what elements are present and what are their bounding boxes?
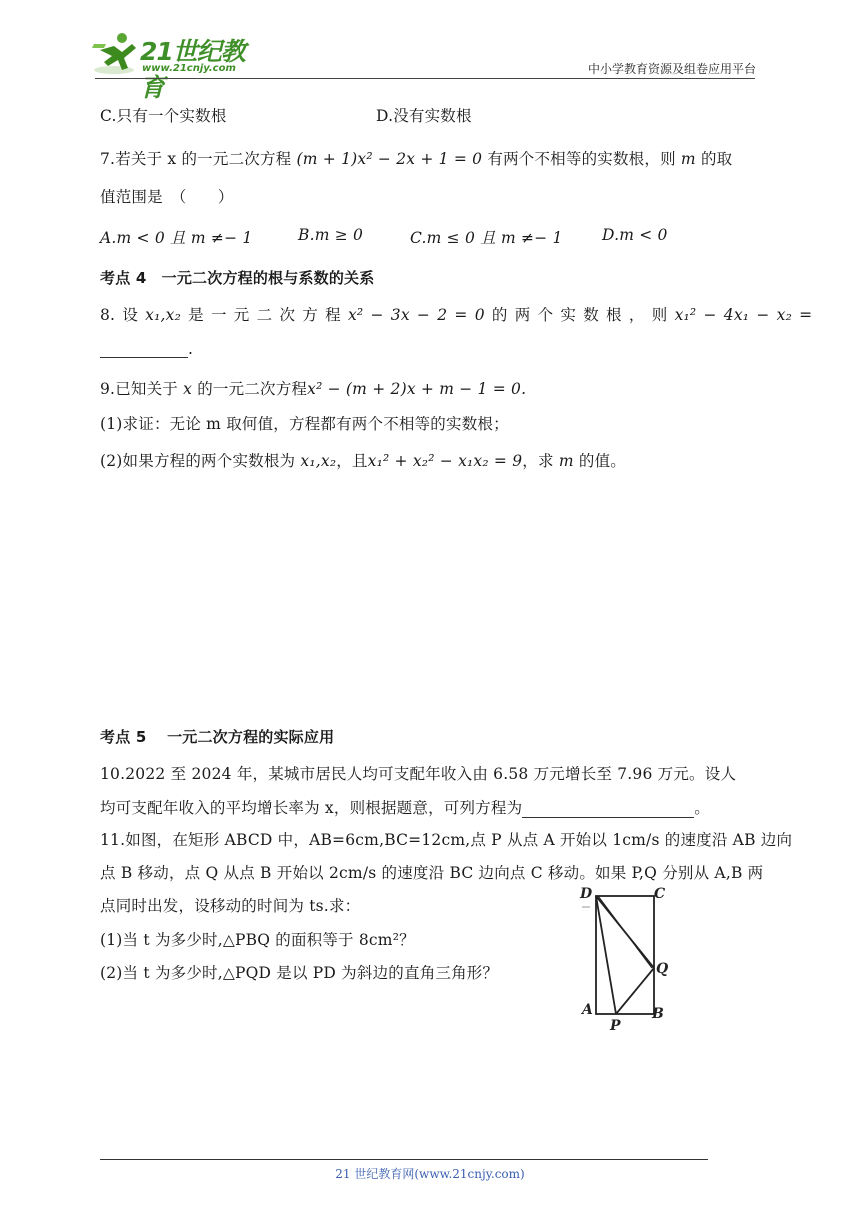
q9-part2-vars: x₁,x₂ <box>300 452 337 470</box>
q10-line1: 10.2022 至 2024 年，某城市居民人均可支配年收入由 6.58 万元增长至 7.96 万元。设人 <box>100 765 737 783</box>
q8-answer-line <box>100 340 193 358</box>
q7-option-d: D.m < 0 <box>602 226 668 244</box>
q7-option-b: B.m ≥ 0 <box>298 226 364 244</box>
q8-vars: x₁,x₂ <box>145 306 182 324</box>
q11-line3: 点同时出发，设移动的时间为 ts.求： <box>100 897 361 915</box>
q6-option-d: D.没有实数根 <box>376 107 472 125</box>
segment-dp <box>596 896 616 1014</box>
label-p: P <box>610 1018 621 1034</box>
q11-line1: 11.如图，在矩形 ABCD 中，AB=6cm,BC=12cm,点 P 从点 A 开始以 1cm/s 的速度沿 AB 边向 <box>100 831 793 849</box>
segment-pq <box>616 968 654 1014</box>
footer-divider <box>100 1159 708 1160</box>
q9-x: x <box>183 380 193 398</box>
q8-equation: x² − 3x − 2 = 0 <box>347 306 485 324</box>
q9-stem-prefix: 9.已知关于 <box>100 380 178 398</box>
q9-part1: (1)求证：无论 m 取何值，方程都有两个不相等的实数根； <box>100 415 509 433</box>
q8-middle2: 的 两 个 实 数 根 ， 则 <box>491 306 668 324</box>
q9-part2-end: 的值。 <box>578 452 626 470</box>
q9-stem <box>100 377 526 399</box>
q9-part2-prefix: (2)如果方程的两个实数根为 <box>100 452 296 470</box>
header-divider <box>95 78 755 79</box>
q7-prefix: 7.若关于 x 的一元二次方程 <box>100 150 292 168</box>
q7-stem <box>100 147 732 169</box>
q11-line2: 点 B 移动，点 Q 从点 B 开始以 2cm/s 的速度沿 BC 边向点 C 移动。如果 P,Q 分别从 A,B 两 <box>100 864 764 882</box>
q11-part1: (1)当 t 为多少时,△PBQ 的面积等于 8cm²？ <box>100 931 415 949</box>
q9-stem-mid: 的一元二次方程 <box>197 380 308 398</box>
site-logo <box>92 30 262 102</box>
q9-part2-mid: ，且 <box>336 452 368 470</box>
q7-suffix: 有两个不相等的实数根，则 <box>487 150 676 168</box>
label-a: A <box>582 1002 593 1018</box>
q10-line2 <box>100 796 710 818</box>
q11-part2: (2)当 t 为多少时,△PQD 是以 PD 为斜边的直角三角形？ <box>100 964 499 982</box>
q8-end: . <box>188 340 194 358</box>
rectangle-figure <box>578 884 678 1034</box>
q9-part2-mid2: ，求 <box>522 452 554 470</box>
section-4-title: 考点 4 一元二次方程的根与系数的关系 <box>100 269 375 287</box>
q8-answer-blank[interactable] <box>100 343 188 358</box>
label-b: B <box>652 1006 664 1022</box>
q10-line2-text: 均可支配年收入的平均增长率为 x，则根据题意，可列方程为 <box>100 799 523 817</box>
header-right-text: 中小学教育资源及组卷应用平台 <box>587 62 756 76</box>
q9-part2-expr: x₁² + x₂² − x₁x₂ = 9 <box>367 452 523 470</box>
logo-title: 21世纪教育 <box>140 37 245 102</box>
q7-option-c: C.m ≤ 0 且 m ≠− 1 <box>410 229 563 247</box>
q8-stem <box>100 303 812 325</box>
q7-line2: 值范围是 （ ） <box>100 188 234 206</box>
section-5-title: 考点 5 一元二次方程的实际应用 <box>100 728 335 746</box>
q7-equation: (m + 1)x² − 2x + 1 = 0 <box>296 150 483 168</box>
q9-part2 <box>100 449 626 471</box>
q8-prefix: 8. 设 <box>100 306 139 324</box>
q7-m: m <box>680 150 696 168</box>
q7-option-a: A.m < 0 且 m ≠− 1 <box>100 229 253 247</box>
rectangle-abcd <box>596 896 654 1014</box>
q10-end: 。 <box>694 799 710 817</box>
label-d: D <box>580 886 593 902</box>
q8-middle: 是 一 元 二 次 方 程 <box>188 306 341 324</box>
q9-part2-m: m <box>558 452 574 470</box>
label-q: Q <box>656 961 669 977</box>
label-c: C <box>654 886 666 902</box>
logo-url: www.21cnjy.com <box>142 63 236 74</box>
q8-expr: x₁² − 4x₁ − x₂ = <box>674 306 813 324</box>
q10-answer-blank[interactable] <box>522 803 694 818</box>
q7-tail: 的取 <box>700 150 733 168</box>
q6-option-c: C.只有一个实数根 <box>100 107 227 125</box>
footer-text: 21 世纪教育网(www.21cnjy.com) <box>335 1167 525 1181</box>
q9-equation: x² − (m + 2)x + m − 1 = 0. <box>307 380 527 398</box>
